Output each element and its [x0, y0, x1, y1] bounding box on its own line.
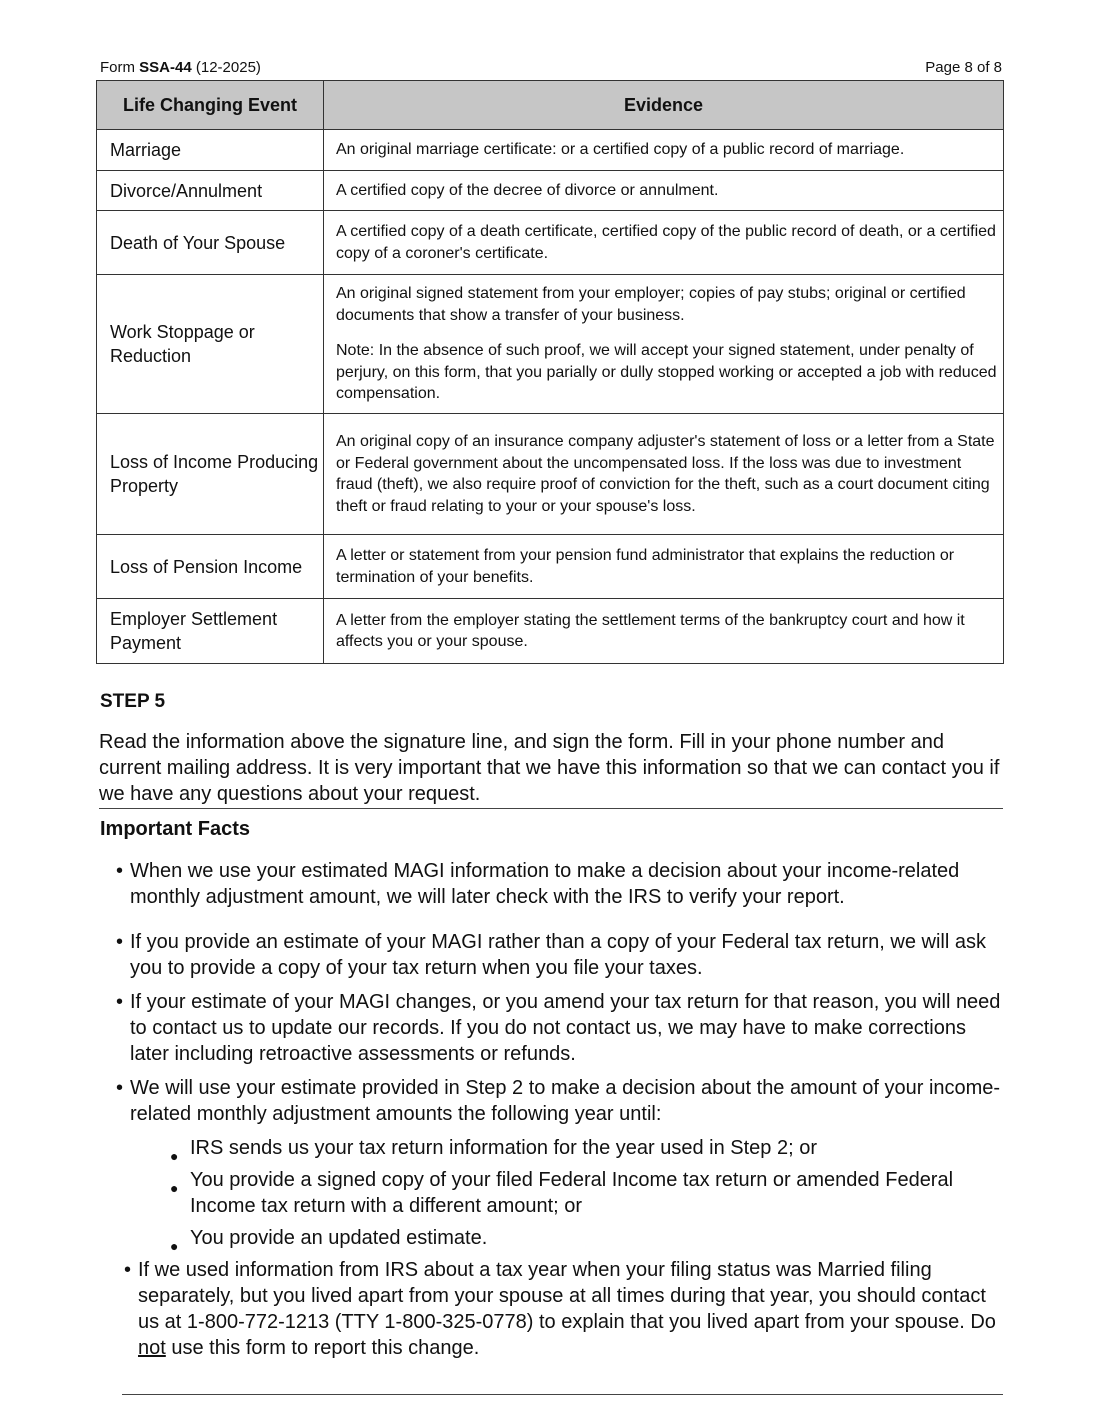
form-prefix: Form: [100, 59, 140, 76]
list-item: [112, 1075, 1004, 1127]
table-header-row: [97, 81, 1004, 130]
list-item: [112, 1257, 1004, 1361]
bullet-icon: •: [116, 1077, 124, 1099]
sub-list-item: [112, 1225, 1004, 1254]
column-header-event: Life Changing Event: [97, 81, 324, 130]
evidence-text: A letter from the employer stating the settlement terms of the bankruptcy court and how it affects you or your spouse.: [336, 611, 965, 650]
emphasis-not: not: [138, 1337, 166, 1359]
step5-instructions: Read the information above the signature line, and sign the form. Fill in your phone number and current mailing address. It is very important that we have this information so that we can contact you if we have any questions about your request.: [99, 731, 1000, 805]
event-cell: Employer Settlement Payment: [97, 599, 324, 664]
sub-fact-text: You provide a signed copy of your filed Federal Income tax return or amended Federal Income tax return with a different amount; or: [190, 1169, 954, 1217]
evidence-cell: [324, 535, 1004, 599]
bullet-icon: •: [124, 1259, 132, 1281]
bullet-icon: •: [116, 991, 124, 1013]
evidence-cell: [324, 211, 1004, 275]
important-facts-list: [112, 858, 1004, 1361]
fact-text-part: use this form to report this change.: [165, 1337, 480, 1359]
column-header-evidence: Evidence: [324, 81, 1004, 130]
evidence-note: Note: In the absence of such proof, we will accept your signed statement, under penalty of perjury, on this form, that you parially or dully stopped working or accepted a job with reduced compensation.: [336, 342, 997, 403]
fact-text: We will use your estimate provided in Step 2 to make a decision about the amount of your income-related monthly adjustment amounts the following year until:: [130, 1077, 1001, 1125]
evidence-text: A certified copy of the decree of divorce or annulment.: [336, 181, 719, 199]
fact-text: When we use your estimated MAGI information to make a decision about your income-related monthly adjustment amount, we will later check with the IRS to verify your report.: [130, 860, 960, 908]
fact-text: If you provide an estimate of your MAGI rather than a copy of your Federal tax return, we will ask you to provide a copy of your tax return when you file your taxes.: [130, 931, 986, 979]
sub-fact-text: IRS sends us your tax return information for the year used in Step 2; or: [190, 1137, 817, 1159]
evidence-text: An original marriage certificate: or a certified copy of a public record of marriage.: [336, 141, 905, 159]
table-row: [97, 171, 1004, 211]
bottom-divider: [122, 1394, 1003, 1395]
list-item: [112, 989, 1004, 1067]
fact-text: [138, 1259, 996, 1359]
event-cell: Marriage: [97, 130, 324, 171]
sub-bullet-icon: ●: [170, 1180, 179, 1196]
event-cell: Death of Your Spouse: [97, 211, 324, 275]
event-cell: Loss of Pension Income: [97, 535, 324, 599]
fact-text: If your estimate of your MAGI changes, or you amend your tax return for that reason, you will need to contact us to update our records. If you do not contact us, we may have to make corrections later including retroactive assessments or refunds.: [130, 991, 1001, 1065]
evidence-cell: [324, 599, 1004, 664]
table-row: [97, 599, 1004, 664]
event-cell: Work Stoppage or Reduction: [97, 275, 324, 414]
sub-fact-text: You provide an updated estimate.: [190, 1227, 488, 1249]
evidence-table: [96, 80, 1004, 664]
event-cell: Loss of Income Producing Property: [97, 414, 324, 535]
form-identifier: [100, 59, 261, 76]
form-date: (12-2025): [191, 59, 261, 76]
table-row: [97, 414, 1004, 535]
evidence-text: An original copy of an insurance company adjuster's statement of loss or a letter from a State or Federal government about the uncompensated loss. If the loss was due to investment fraud (theft), we also require proof of conviction for the theft, such as a court document citing theft or fraud relating to your or your spouse's loss.: [336, 433, 995, 515]
sub-bullet-icon: ●: [170, 1238, 179, 1254]
table-row: [97, 130, 1004, 171]
sub-bullet-icon: ●: [170, 1148, 179, 1164]
table-row: [97, 211, 1004, 275]
divider: [99, 808, 1003, 809]
table-row: [97, 535, 1004, 599]
sub-list-item: [112, 1167, 1004, 1219]
event-cell: Divorce/Annulment: [97, 171, 324, 211]
list-item: [112, 858, 1004, 910]
bullet-icon: •: [116, 860, 124, 882]
form-header: [100, 59, 1002, 79]
list-item: [112, 929, 1004, 981]
evidence-cell: [324, 171, 1004, 211]
bullet-icon: •: [116, 931, 124, 953]
page-number: Page 8 of 8: [925, 59, 1002, 76]
evidence-text: An original signed statement from your employer; copies of pay stubs; original or certified documents that show a transfer of your business.: [336, 285, 966, 324]
fact-text-part: If we used information from IRS about a tax year when your filing status was Married filing separately, but you lived apart from your spouse at all times during that year, you should contact us at 1-800-772-1213 (TTY 1-800-325-0778) to explain that you lived apart from your spouse. Do: [138, 1259, 996, 1333]
evidence-text: A certified copy of a death certificate, certified copy of the public record of death, or a certified copy of a coroner's certificate.: [336, 223, 996, 262]
form-name: SSA-44: [139, 59, 192, 76]
important-facts-heading: Important Facts: [100, 818, 251, 840]
table-row: [97, 275, 1004, 414]
step5-heading: STEP 5: [100, 691, 166, 712]
evidence-cell: [324, 130, 1004, 171]
evidence-text: A letter or statement from your pension fund administrator that explains the reduction or termination of your benefits.: [336, 547, 955, 586]
evidence-cell: [324, 275, 1004, 414]
sub-list-item: [112, 1135, 1004, 1164]
evidence-cell: [324, 414, 1004, 535]
